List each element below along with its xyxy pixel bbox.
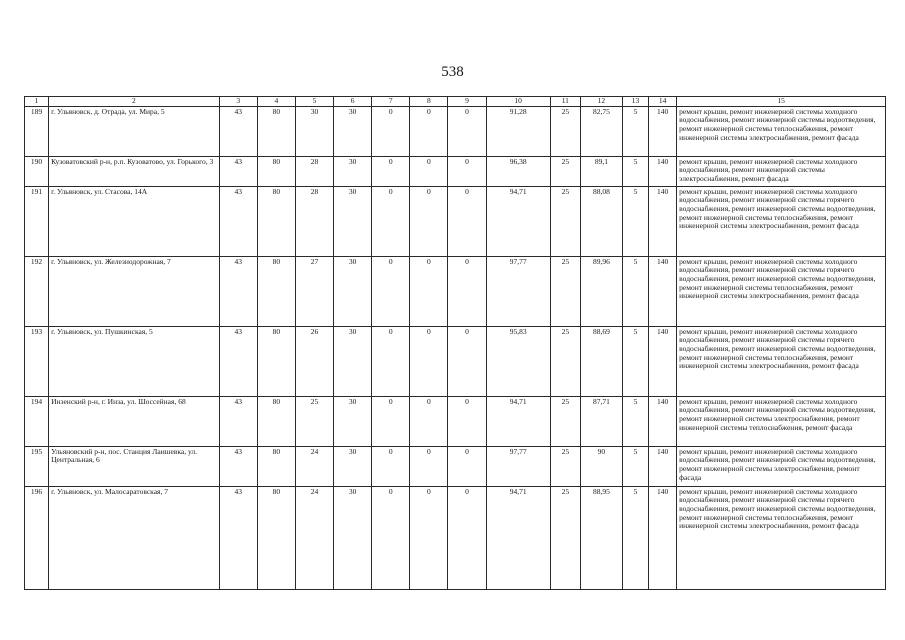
table-cell: 140 [649, 446, 677, 486]
works-cell: ремонт крыши, ремонт инженерной системы холодного водоснабжения, ремонт инженерной системы горячего водоснабжения, ремонт инженерной системы водоотведения, ремонт инженерной системы теплоснабжения, ремонт инженерной системы электроснабжения, ремонт фасада [677, 326, 886, 396]
page-number: 538 [441, 64, 464, 80]
table-cell: 89,96 [580, 256, 622, 326]
column-header: 13 [623, 97, 649, 107]
table-cell: 0 [448, 106, 486, 156]
table-cell: 5 [623, 446, 649, 486]
table-cell: 43 [219, 186, 257, 256]
works-cell: ремонт крыши, ремонт инженерной системы холодного водоснабжения, ремонт инженерной системы электроснабжения, ремонт фасада [677, 156, 886, 186]
table-row [25, 186, 886, 256]
table-cell: 140 [649, 326, 677, 396]
table-cell: 25 [550, 486, 580, 589]
table-cell: 140 [649, 396, 677, 446]
table-cell: 140 [649, 156, 677, 186]
row-number: 195 [25, 446, 49, 486]
table-cell: 30 [334, 396, 372, 446]
table-cell: 94,71 [486, 186, 550, 256]
table-cell: 89,1 [580, 156, 622, 186]
table-cell: 140 [649, 256, 677, 326]
table-cell: 5 [623, 486, 649, 589]
table-cell: 0 [372, 396, 410, 446]
table-cell: 88,08 [580, 186, 622, 256]
works-cell: ремонт крыши, ремонт инженерной системы холодного водоснабжения, ремонт инженерной системы горячего водоснабжения, ремонт инженерной системы водоотведения, ремонт инженерной системы теплоснабжения, ремонт инженерной системы электроснабжения, ремонт фасада [677, 256, 886, 326]
table-cell: 43 [219, 486, 257, 589]
table-cell: 25 [550, 186, 580, 256]
table-cell: 0 [410, 256, 448, 326]
table-cell: 0 [448, 486, 486, 589]
table-cell: 0 [448, 156, 486, 186]
column-header: 1 [25, 97, 49, 107]
row-number: 193 [25, 326, 49, 396]
works-cell: ремонт крыши, ремонт инженерной системы холодного водоснабжения, ремонт инженерной системы водоотведения, ремонт инженерной системы электроснабжения, ремонт инженерной системы теплоснабжения, ремонт фасада [677, 396, 886, 446]
table-row [25, 256, 886, 326]
table-cell: 88,69 [580, 326, 622, 396]
column-header: 4 [257, 97, 295, 107]
table-cell: 97,77 [486, 446, 550, 486]
table-cell: 95,83 [486, 326, 550, 396]
table-cell: 5 [623, 186, 649, 256]
table-cell: 5 [623, 106, 649, 156]
table-cell: 140 [649, 106, 677, 156]
table-cell: 0 [410, 106, 448, 156]
table-row [25, 156, 886, 186]
table-cell: 24 [295, 486, 333, 589]
table-row [25, 106, 886, 156]
table-cell: 0 [410, 156, 448, 186]
table-cell: 25 [550, 326, 580, 396]
works-cell: ремонт крыши, ремонт инженерной системы холодного водоснабжения, ремонт инженерной системы горячего водоснабжения, ремонт инженерной системы водоотведения, ремонт инженерной системы теплоснабжения, ремонт инженерной системы электроснабжения, ремонт фасада [677, 486, 886, 589]
column-header: 2 [49, 97, 220, 107]
table-cell: 0 [372, 186, 410, 256]
works-cell: ремонт крыши, ремонт инженерной системы холодного водоснабжения, ремонт инженерной системы водоотведения, ремонт инженерной системы электроснабжения, ремонт фасада [677, 446, 886, 486]
table-cell: 5 [623, 156, 649, 186]
table-row [25, 446, 886, 486]
table-cell: 94,71 [486, 486, 550, 589]
table-row [25, 486, 886, 589]
table-cell: 28 [295, 186, 333, 256]
table-cell: 43 [219, 396, 257, 446]
table-cell: 80 [257, 106, 295, 156]
column-header: 3 [219, 97, 257, 107]
table-cell: 43 [219, 156, 257, 186]
table-cell: 140 [649, 186, 677, 256]
row-number: 196 [25, 486, 49, 589]
table-cell: 0 [448, 186, 486, 256]
table-cell: 27 [295, 256, 333, 326]
table-cell: 0 [448, 446, 486, 486]
table-cell: 26 [295, 326, 333, 396]
table-cell: 94,71 [486, 396, 550, 446]
works-cell: ремонт крыши, ремонт инженерной системы холодного водоснабжения, ремонт инженерной системы горячего водоснабжения, ремонт инженерной системы водоотведения, ремонт инженерной системы теплоснабжения, ремонт инженерной системы электроснабжения, ремонт фасада [677, 186, 886, 256]
table-cell: 80 [257, 326, 295, 396]
table-cell: 88,95 [580, 486, 622, 589]
table-cell: 0 [372, 486, 410, 589]
table-cell: 80 [257, 396, 295, 446]
header-row [25, 97, 886, 107]
table-cell: 87,71 [580, 396, 622, 446]
table-cell: 25 [550, 446, 580, 486]
table-cell: 5 [623, 396, 649, 446]
table-cell: 30 [295, 106, 333, 156]
column-header: 6 [334, 97, 372, 107]
address-cell: г. Ульяновск, ул. Железнодорожная, 7 [49, 256, 220, 326]
register-table [24, 96, 886, 590]
table-cell: 0 [410, 186, 448, 256]
table-cell: 30 [334, 486, 372, 589]
table-cell: 30 [334, 326, 372, 396]
row-number: 194 [25, 396, 49, 446]
table-cell: 0 [410, 446, 448, 486]
table-cell: 97,77 [486, 256, 550, 326]
address-cell: г. Ульяновск, ул. Стасова, 14А [49, 186, 220, 256]
table-cell: 43 [219, 106, 257, 156]
table-cell: 80 [257, 446, 295, 486]
column-header: 11 [550, 97, 580, 107]
table-cell: 82,75 [580, 106, 622, 156]
table-cell: 91,28 [486, 106, 550, 156]
table-cell: 25 [550, 106, 580, 156]
table-cell: 5 [623, 326, 649, 396]
table-cell: 0 [410, 326, 448, 396]
address-cell: г. Ульяновск, ул. Пушкинская, 5 [49, 326, 220, 396]
table-row [25, 396, 886, 446]
column-header: 9 [448, 97, 486, 107]
table-cell: 30 [334, 446, 372, 486]
column-header: 12 [580, 97, 622, 107]
table-cell: 0 [410, 396, 448, 446]
row-number: 189 [25, 106, 49, 156]
column-header: 10 [486, 97, 550, 107]
address-cell: Ульяновский р-н, пос. Станция Лаишевка, ул. Центральная, 6 [49, 446, 220, 486]
table-cell: 0 [448, 396, 486, 446]
row-number: 190 [25, 156, 49, 186]
table-cell: 0 [372, 106, 410, 156]
address-cell: г. Ульяновск, ул. Малосаратовская, 7 [49, 486, 220, 589]
table-cell: 0 [372, 446, 410, 486]
table-row [25, 326, 886, 396]
table-cell: 24 [295, 446, 333, 486]
table-cell: 30 [334, 256, 372, 326]
table-cell: 30 [334, 156, 372, 186]
table-cell: 80 [257, 256, 295, 326]
table-cell: 43 [219, 446, 257, 486]
table-cell: 0 [448, 256, 486, 326]
row-number: 192 [25, 256, 49, 326]
table-cell: 25 [550, 396, 580, 446]
table-cell: 80 [257, 486, 295, 589]
table-cell: 96,38 [486, 156, 550, 186]
column-header: 8 [410, 97, 448, 107]
column-header: 15 [677, 97, 886, 107]
table-cell: 80 [257, 186, 295, 256]
row-number: 191 [25, 186, 49, 256]
works-cell: ремонт крыши, ремонт инженерной системы холодного водоснабжения, ремонт инженерной системы водоотведения, ремонт инженерной системы теплоснабжения, ремонт инженерной системы электроснабжения, ремонт фасада [677, 106, 886, 156]
table-cell: 0 [372, 256, 410, 326]
table-cell: 30 [334, 106, 372, 156]
table-cell: 80 [257, 156, 295, 186]
column-header: 14 [649, 97, 677, 107]
table-cell: 0 [372, 156, 410, 186]
table-cell: 30 [334, 186, 372, 256]
column-header: 7 [372, 97, 410, 107]
table-cell: 28 [295, 156, 333, 186]
address-cell: Инзенский р-н, г. Инза, ул. Шоссейная, 68 [49, 396, 220, 446]
table-cell: 43 [219, 326, 257, 396]
table-cell: 43 [219, 256, 257, 326]
table-cell: 25 [550, 256, 580, 326]
table-cell: 0 [410, 486, 448, 589]
table-cell: 5 [623, 256, 649, 326]
table-cell: 25 [550, 156, 580, 186]
table-cell: 0 [448, 326, 486, 396]
column-header: 5 [295, 97, 333, 107]
table-cell: 140 [649, 486, 677, 589]
table-cell: 0 [372, 326, 410, 396]
address-cell: Кузоватовский р-н, р.п. Кузоватово, ул. Горького, 3 [49, 156, 220, 186]
table-cell: 25 [295, 396, 333, 446]
address-cell: г. Ульяновск, д. Отрада, ул. Мира, 5 [49, 106, 220, 156]
table-cell: 90 [580, 446, 622, 486]
